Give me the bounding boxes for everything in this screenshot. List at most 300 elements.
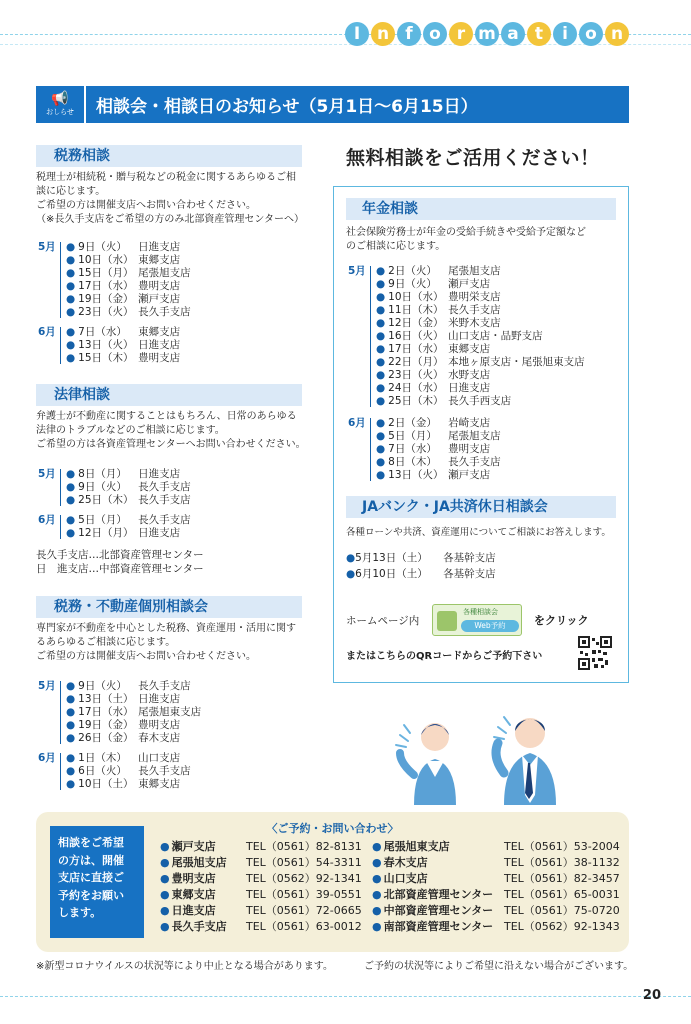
ja-place: 各基幹支店	[443, 568, 496, 580]
ja-item	[346, 566, 624, 582]
schedule-place: 豊明支店	[138, 280, 181, 292]
schedule-item	[376, 443, 501, 456]
schedule-date: 7日（水）	[388, 443, 437, 455]
schedule-date: 19日（金）	[78, 719, 134, 731]
bullet-icon: ●	[376, 304, 386, 316]
text-line: 専門家が不動産を中心とした税務、資産運用・活用に関す	[36, 623, 296, 634]
contact-row	[372, 919, 620, 935]
bullet-icon: ●	[376, 382, 386, 394]
text-line: ご希望の方は開催支店へお問い合わせください。	[36, 651, 256, 662]
text-line: 社会保険労務士が年金の受給手続きや受給予定額など	[346, 227, 586, 238]
text-line: 弁護士が不動産に関することはもちろん、日常のあらゆる	[36, 411, 297, 422]
info-letter: i	[553, 22, 577, 46]
schedule-date: 5日（月）	[78, 514, 127, 526]
schedule-place: 日進支店	[138, 693, 181, 705]
schedule-date: 15日（月）	[78, 267, 134, 279]
schedule-item	[66, 765, 191, 778]
schedule-date: 9日（火）	[78, 680, 127, 692]
text-line: ご希望の方は各資産管理センターへお問い合わせください。	[36, 439, 306, 450]
schedule-item	[66, 732, 201, 745]
branch-name: 春木支店	[383, 856, 428, 869]
schedule-place: 東郷支店	[138, 326, 181, 338]
schedule-place: 尾張旭支店	[138, 267, 191, 279]
month-label: 5月	[38, 680, 56, 692]
bullet-icon: ●	[66, 306, 76, 318]
schedule-place: 春木支店	[138, 732, 181, 744]
phone-number[interactable]: TEL（0561）39-0551	[246, 888, 362, 901]
contact-row	[372, 871, 620, 887]
bullet-icon: ●	[160, 904, 170, 917]
contact-branch	[160, 919, 246, 935]
info-letter: n	[371, 22, 395, 46]
schedule-place: 岩崎支店	[448, 417, 491, 429]
contact-branch	[160, 871, 246, 887]
bullet-icon: ●	[160, 856, 170, 869]
branch-name: 東郷支店	[171, 888, 216, 901]
phone-number[interactable]: TEL（0562）92-1343	[504, 920, 620, 933]
schedule-date: 12日（金）	[388, 317, 444, 329]
month-divider	[60, 753, 61, 790]
schedule-date: 19日（金）	[78, 293, 134, 305]
bullet-icon: ●	[160, 920, 170, 933]
web-prefix: ホームページ内	[346, 615, 420, 627]
footnote-right: ご予約の状況等によりご希望に沿えない場合がございます。	[364, 961, 634, 972]
contact-title: 〈ご予約・お問い合わせ〉	[266, 822, 399, 835]
web-btn-top: 各種相談会	[463, 608, 498, 616]
schedule-date: 24日（水）	[388, 382, 444, 394]
bullet-icon: ●	[160, 872, 170, 885]
schedule-place: 長久手支店	[138, 514, 191, 526]
text-line: 長久手支店…北部資産管理センター	[36, 549, 204, 561]
bullet-icon: ●	[66, 254, 76, 266]
schedule-date: 13日（火）	[78, 339, 134, 351]
contact-row	[372, 903, 620, 919]
schedule-place: 日進支店	[138, 468, 181, 480]
bullet-icon: ●	[66, 468, 76, 480]
schedule-item	[66, 481, 191, 494]
bullet-icon: ●	[66, 752, 76, 764]
schedule-place: 瀬戸支店	[138, 293, 181, 305]
bullet-icon: ●	[66, 267, 76, 279]
bullet-icon: ●	[66, 293, 76, 305]
schedule-item	[66, 693, 201, 706]
month-divider	[60, 327, 61, 364]
phone-number[interactable]: TEL（0561）63-0012	[246, 920, 362, 933]
schedule-date: 25日（木）	[388, 395, 444, 407]
houritsu-description	[36, 410, 306, 452]
contact-row	[160, 871, 362, 887]
schedule-place: 日進支店	[138, 527, 181, 539]
bullet-icon: ●	[66, 352, 76, 364]
month-label: 6月	[348, 417, 366, 429]
bullet-icon: ●	[376, 330, 386, 342]
nenkin-june-schedule	[348, 417, 618, 483]
ja-heading: JAバンク・JA共済休日相談会	[346, 496, 616, 518]
bullet-icon: ●	[372, 920, 382, 933]
contact-branch	[372, 839, 504, 855]
schedule-date: 9日（火）	[78, 481, 127, 493]
schedule-date: 25日（木）	[78, 494, 134, 506]
ja-date: 6月10日（土）	[355, 568, 428, 580]
bullet-icon: ●	[376, 369, 386, 381]
ja-description: 各種ローンや共済、資産運用についてご相談にお答えします。	[346, 527, 611, 538]
nenkin-may-schedule	[348, 265, 618, 409]
schedule-place: 米野木支店	[448, 317, 501, 329]
schedule-item	[66, 778, 191, 791]
info-letter: r	[449, 22, 473, 46]
schedule-item	[66, 267, 191, 280]
schedule-date: 9日（火）	[388, 278, 437, 290]
qr-code-icon[interactable]	[578, 636, 612, 670]
bullet-icon: ●	[66, 778, 76, 790]
nenkin-heading: 年金相談	[346, 198, 616, 220]
schedule-date: 17日（水）	[78, 280, 134, 292]
schedule-date: 8日（月）	[78, 468, 127, 480]
schedule-place: 瀬戸支店	[448, 469, 491, 481]
schedule-item	[376, 369, 585, 382]
schedule-place: 日進支店	[138, 339, 181, 351]
schedule-item	[66, 752, 191, 765]
info-letter: o	[579, 22, 603, 46]
schedule-date: 13日（土）	[78, 693, 134, 705]
text-line: の方は、開催	[58, 853, 124, 867]
schedule-date: 9日（火）	[78, 241, 127, 253]
contact-branch	[372, 871, 504, 887]
text-line: 日 進支店…中部資産管理センター	[36, 563, 204, 575]
bullet-icon: ●	[66, 280, 76, 292]
month-label: 5月	[38, 468, 56, 480]
schedule-place: 長久手支店	[448, 456, 501, 468]
qr-text: またはこちらのQRコードからご予約下さい	[346, 651, 543, 662]
branch-name: 長久手支店	[171, 920, 227, 933]
schedule-place: 本地ヶ原支店・尾張旭東支店	[448, 356, 585, 368]
schedule-place: 豊明支店	[138, 719, 181, 731]
schedule-item	[376, 330, 585, 343]
text-line: るあらゆるご相談に応じます。	[36, 637, 176, 648]
text-line: 談に応じます。	[36, 186, 106, 197]
schedule-item	[66, 280, 191, 293]
contact-branch	[160, 887, 246, 903]
schedule-date: 7日（水）	[78, 326, 127, 338]
banner-title: 相談会・相談日のお知らせ（5月1日〜6月15日）	[96, 97, 478, 117]
schedule-date: 5日（月）	[388, 430, 437, 442]
kobetsu-heading: 税務・不動産個別相談会	[36, 596, 302, 618]
schedule-item	[376, 317, 585, 330]
schedule-date: 23日（火）	[78, 306, 134, 318]
contact-instructions	[50, 826, 144, 938]
contact-branch	[160, 855, 246, 871]
schedule-date: 8日（木）	[388, 456, 437, 468]
houritsu-june-schedule	[38, 514, 278, 542]
text-line: 支店に直接ご	[58, 871, 124, 884]
schedule-item	[376, 343, 585, 356]
kobetsu-may-schedule	[38, 680, 278, 748]
contact-row	[160, 919, 362, 935]
bullet-icon: ●	[376, 317, 386, 329]
bullet-icon: ●	[66, 326, 76, 338]
contact-row	[160, 903, 362, 919]
schedule-item	[66, 326, 180, 339]
contact-row	[372, 839, 620, 855]
schedule-item	[66, 468, 191, 481]
schedule-date: 2日（火）	[388, 265, 437, 277]
schedule-place: 尾張旭支店	[448, 430, 501, 442]
bullet-icon: ●	[376, 443, 386, 455]
info-letter: n	[605, 22, 629, 46]
ja-date: 5月13日（土）	[355, 552, 428, 564]
schedule-place: 山口支店	[138, 752, 181, 764]
bullet-icon: ●	[376, 291, 386, 303]
schedule-item	[376, 456, 501, 469]
branch-name: 南部資産管理センター	[383, 920, 494, 933]
month-label: 6月	[38, 752, 56, 764]
schedule-place: 豊明栄支店	[448, 291, 501, 303]
bullet-icon: ●	[372, 840, 382, 853]
month-label: 6月	[38, 514, 56, 526]
contact-branch	[372, 887, 504, 903]
schedule-place: 水野支店	[448, 369, 491, 381]
bullet-icon: ●	[376, 456, 386, 468]
schedule-item	[66, 352, 180, 365]
month-label: 6月	[38, 326, 56, 338]
bullet-icon: ●	[66, 719, 76, 731]
schedule-place: 東郷支店	[138, 254, 181, 266]
bullet-icon: ●	[376, 278, 386, 290]
bullet-icon: ●	[376, 265, 386, 277]
branch-name: 尾張旭支店	[171, 856, 227, 869]
footnote-left: ※新型コロナウイルスの状況等により中止となる場合があります。	[36, 961, 333, 972]
phone-number[interactable]: TEL（0561）75-0720	[504, 904, 620, 917]
schedule-date: 11日（木）	[388, 304, 444, 316]
month-label: 5月	[38, 241, 56, 253]
schedule-place: 長久手支店	[448, 304, 501, 316]
schedule-date: 2日（金）	[388, 417, 437, 429]
month-divider	[370, 266, 371, 407]
text-line: 予約をお願い	[58, 888, 124, 902]
phone-number[interactable]: TEL（0561）38-1132	[504, 856, 620, 869]
schedule-date: 6日（火）	[78, 765, 127, 777]
phone-number[interactable]: TEL（0561）82-8131	[246, 840, 362, 853]
ja-item	[346, 550, 624, 566]
schedule-place: 長久手支店	[138, 481, 191, 493]
schedule-item	[66, 339, 180, 352]
schedule-place: 尾張旭東支店	[138, 706, 202, 718]
houritsu-notes	[36, 548, 306, 576]
schedule-place: 山口支店・品野支店	[448, 330, 543, 342]
ja-place: 各基幹支店	[443, 552, 496, 564]
schedule-place: 長久手西支店	[448, 395, 512, 407]
month-divider	[370, 418, 371, 481]
contact-row	[160, 887, 362, 903]
month-divider	[60, 469, 61, 506]
contact-branch	[372, 855, 504, 871]
info-letter: f	[397, 22, 421, 46]
zeimu-may-schedule	[38, 241, 278, 321]
schedule-date: 10日（水）	[78, 254, 134, 266]
schedule-item	[376, 395, 585, 408]
bullet-icon: ●	[66, 339, 76, 351]
web-reservation-button[interactable]	[432, 604, 522, 636]
bullet-icon: ●	[66, 732, 76, 744]
schedule-item	[66, 706, 201, 719]
schedule-date: 10日（土）	[78, 778, 134, 790]
text-line: のご相談に応じます。	[346, 241, 446, 252]
web-suffix: をクリック	[534, 614, 589, 627]
schedule-place: 長久手支店	[138, 494, 191, 506]
contact-box	[36, 812, 629, 952]
schedule-date: 16日（火）	[388, 330, 444, 342]
schedule-place: 日進支店	[448, 382, 491, 394]
schedule-place: 日進支店	[138, 241, 181, 253]
bullet-icon: ●	[66, 765, 76, 777]
zeimu-june-schedule	[38, 326, 278, 366]
schedule-item	[66, 494, 191, 507]
schedule-date: 12日（月）	[78, 527, 134, 539]
bullet-icon: ●	[160, 840, 170, 853]
web-btn-main: Web予約	[461, 620, 519, 632]
schedule-item	[66, 306, 191, 319]
schedule-date: 15日（木）	[78, 352, 134, 364]
schedule-item	[376, 291, 585, 304]
bullet-icon: ●	[372, 888, 382, 901]
banner-icon-label: おしらせ	[46, 108, 74, 116]
month-divider	[60, 681, 61, 744]
schedule-place: 豊明支店	[138, 352, 181, 364]
schedule-item	[66, 514, 191, 527]
schedule-place: 尾張旭支店	[448, 265, 501, 277]
phone-number[interactable]: TEL（0561）54-3311	[246, 856, 362, 869]
schedule-item	[66, 680, 201, 693]
notice-banner	[36, 86, 629, 123]
schedule-item	[376, 430, 501, 443]
bullet-icon: ●	[372, 872, 382, 885]
bottom-dashed-line	[0, 996, 691, 997]
zeimu-heading: 税務相談	[36, 145, 302, 167]
schedule-date: 23日（火）	[388, 369, 444, 381]
bullet-icon: ●	[66, 693, 76, 705]
bullet-icon: ●	[160, 888, 170, 901]
bullet-icon: ●	[376, 356, 386, 368]
text-line: ご希望の方は開催支店へお問い合わせください。	[36, 200, 256, 211]
text-line: （※長久手支店をご希望の方のみ北部資産管理センターへ）	[36, 214, 304, 225]
schedule-item	[376, 469, 501, 482]
bullet-icon: ●	[372, 856, 382, 869]
bullet-icon: ●	[376, 343, 386, 355]
schedule-place: 長久手支店	[138, 765, 191, 777]
houritsu-heading: 法律相談	[36, 384, 302, 406]
contact-row	[160, 839, 362, 855]
branch-name: 日進支店	[171, 904, 216, 917]
info-letter: m	[475, 22, 499, 46]
schedule-date: 26日（金）	[78, 732, 134, 744]
contact-column-2	[372, 839, 620, 935]
consultation-icon	[437, 611, 457, 631]
contact-row	[160, 855, 362, 871]
schedule-item	[376, 356, 585, 369]
schedule-date: 10日（水）	[388, 291, 444, 303]
consultants-illustration	[390, 705, 600, 805]
month-label: 5月	[348, 265, 366, 277]
schedule-date: 22日（月）	[388, 356, 444, 368]
schedule-date: 1日（木）	[78, 752, 127, 764]
bullet-icon: ●	[66, 494, 76, 506]
bullet-icon: ●	[66, 527, 76, 539]
contact-column-1	[160, 839, 362, 935]
schedule-item	[376, 265, 585, 278]
branch-name: 北部資産管理センター	[383, 888, 494, 901]
bullet-icon: ●	[66, 241, 76, 253]
nenkin-description	[346, 226, 622, 254]
phone-number[interactable]: TEL（0562）92-1341	[246, 872, 362, 885]
text-line: 法律のトラブルなどのご相談に応じます。	[36, 425, 225, 436]
phone-number[interactable]: TEL（0561）65-0031	[504, 888, 620, 901]
text-line: 相談をご希望	[58, 836, 124, 849]
bullet-icon: ●	[376, 469, 386, 481]
schedule-date: 17日（水）	[388, 343, 444, 355]
schedule-item	[66, 719, 201, 732]
info-letter: o	[423, 22, 447, 46]
text-line: 税理士が相続税・贈与税などの税金に関するあらゆるご相	[36, 172, 296, 183]
month-divider	[60, 242, 61, 318]
contact-branch	[160, 903, 246, 919]
schedule-item	[66, 293, 191, 306]
month-divider	[60, 515, 61, 539]
branch-name: 山口支店	[383, 872, 428, 885]
page-number: 20	[642, 988, 661, 1003]
bullet-icon: ●	[66, 481, 76, 493]
bullet-icon: ●	[376, 395, 386, 407]
schedule-item	[66, 254, 191, 267]
schedule-item	[376, 417, 501, 430]
contact-row	[372, 855, 620, 871]
contact-branch	[372, 919, 504, 935]
bullet-icon: ●	[346, 552, 356, 564]
bullet-icon: ●	[376, 430, 386, 442]
bullet-icon: ●	[66, 514, 76, 526]
branch-name: 尾張旭東支店	[383, 840, 450, 853]
schedule-item	[66, 527, 191, 540]
houritsu-may-schedule	[38, 468, 278, 508]
megaphone-icon: 📢 おしらせ	[36, 86, 86, 123]
zeimu-description	[36, 171, 306, 227]
information-header	[345, 22, 629, 46]
schedule-date: 17日（水）	[78, 706, 134, 718]
schedule-place: 長久手支店	[138, 680, 191, 692]
schedule-date: 13日（火）	[388, 469, 444, 481]
catch-copy: 無料相談をご活用ください！	[346, 147, 600, 169]
schedule-place: 東郷支店	[138, 778, 181, 790]
schedule-place: 豊明支店	[448, 443, 491, 455]
info-letter: a	[501, 22, 525, 46]
branch-name: 豊明支店	[171, 872, 216, 885]
text-line: します。	[58, 906, 102, 919]
kobetsu-june-schedule	[38, 752, 278, 792]
phone-number[interactable]: TEL（0561）82-3457	[504, 872, 620, 885]
phone-number[interactable]: TEL（0561）72-0665	[246, 904, 362, 917]
branch-name: 瀬戸支店	[171, 840, 216, 853]
branch-name: 中部資産管理センター	[383, 904, 494, 917]
bullet-icon: ●	[66, 706, 76, 718]
schedule-item	[376, 382, 585, 395]
schedule-place: 東郷支店	[448, 343, 491, 355]
bullet-icon: ●	[66, 680, 76, 692]
info-letter: I	[345, 22, 369, 46]
phone-number[interactable]: TEL（0561）53-2004	[504, 840, 620, 853]
schedule-place: 瀬戸支店	[448, 278, 491, 290]
schedule-item	[376, 278, 585, 291]
bullet-icon: ●	[376, 417, 386, 429]
contact-branch	[160, 839, 246, 855]
